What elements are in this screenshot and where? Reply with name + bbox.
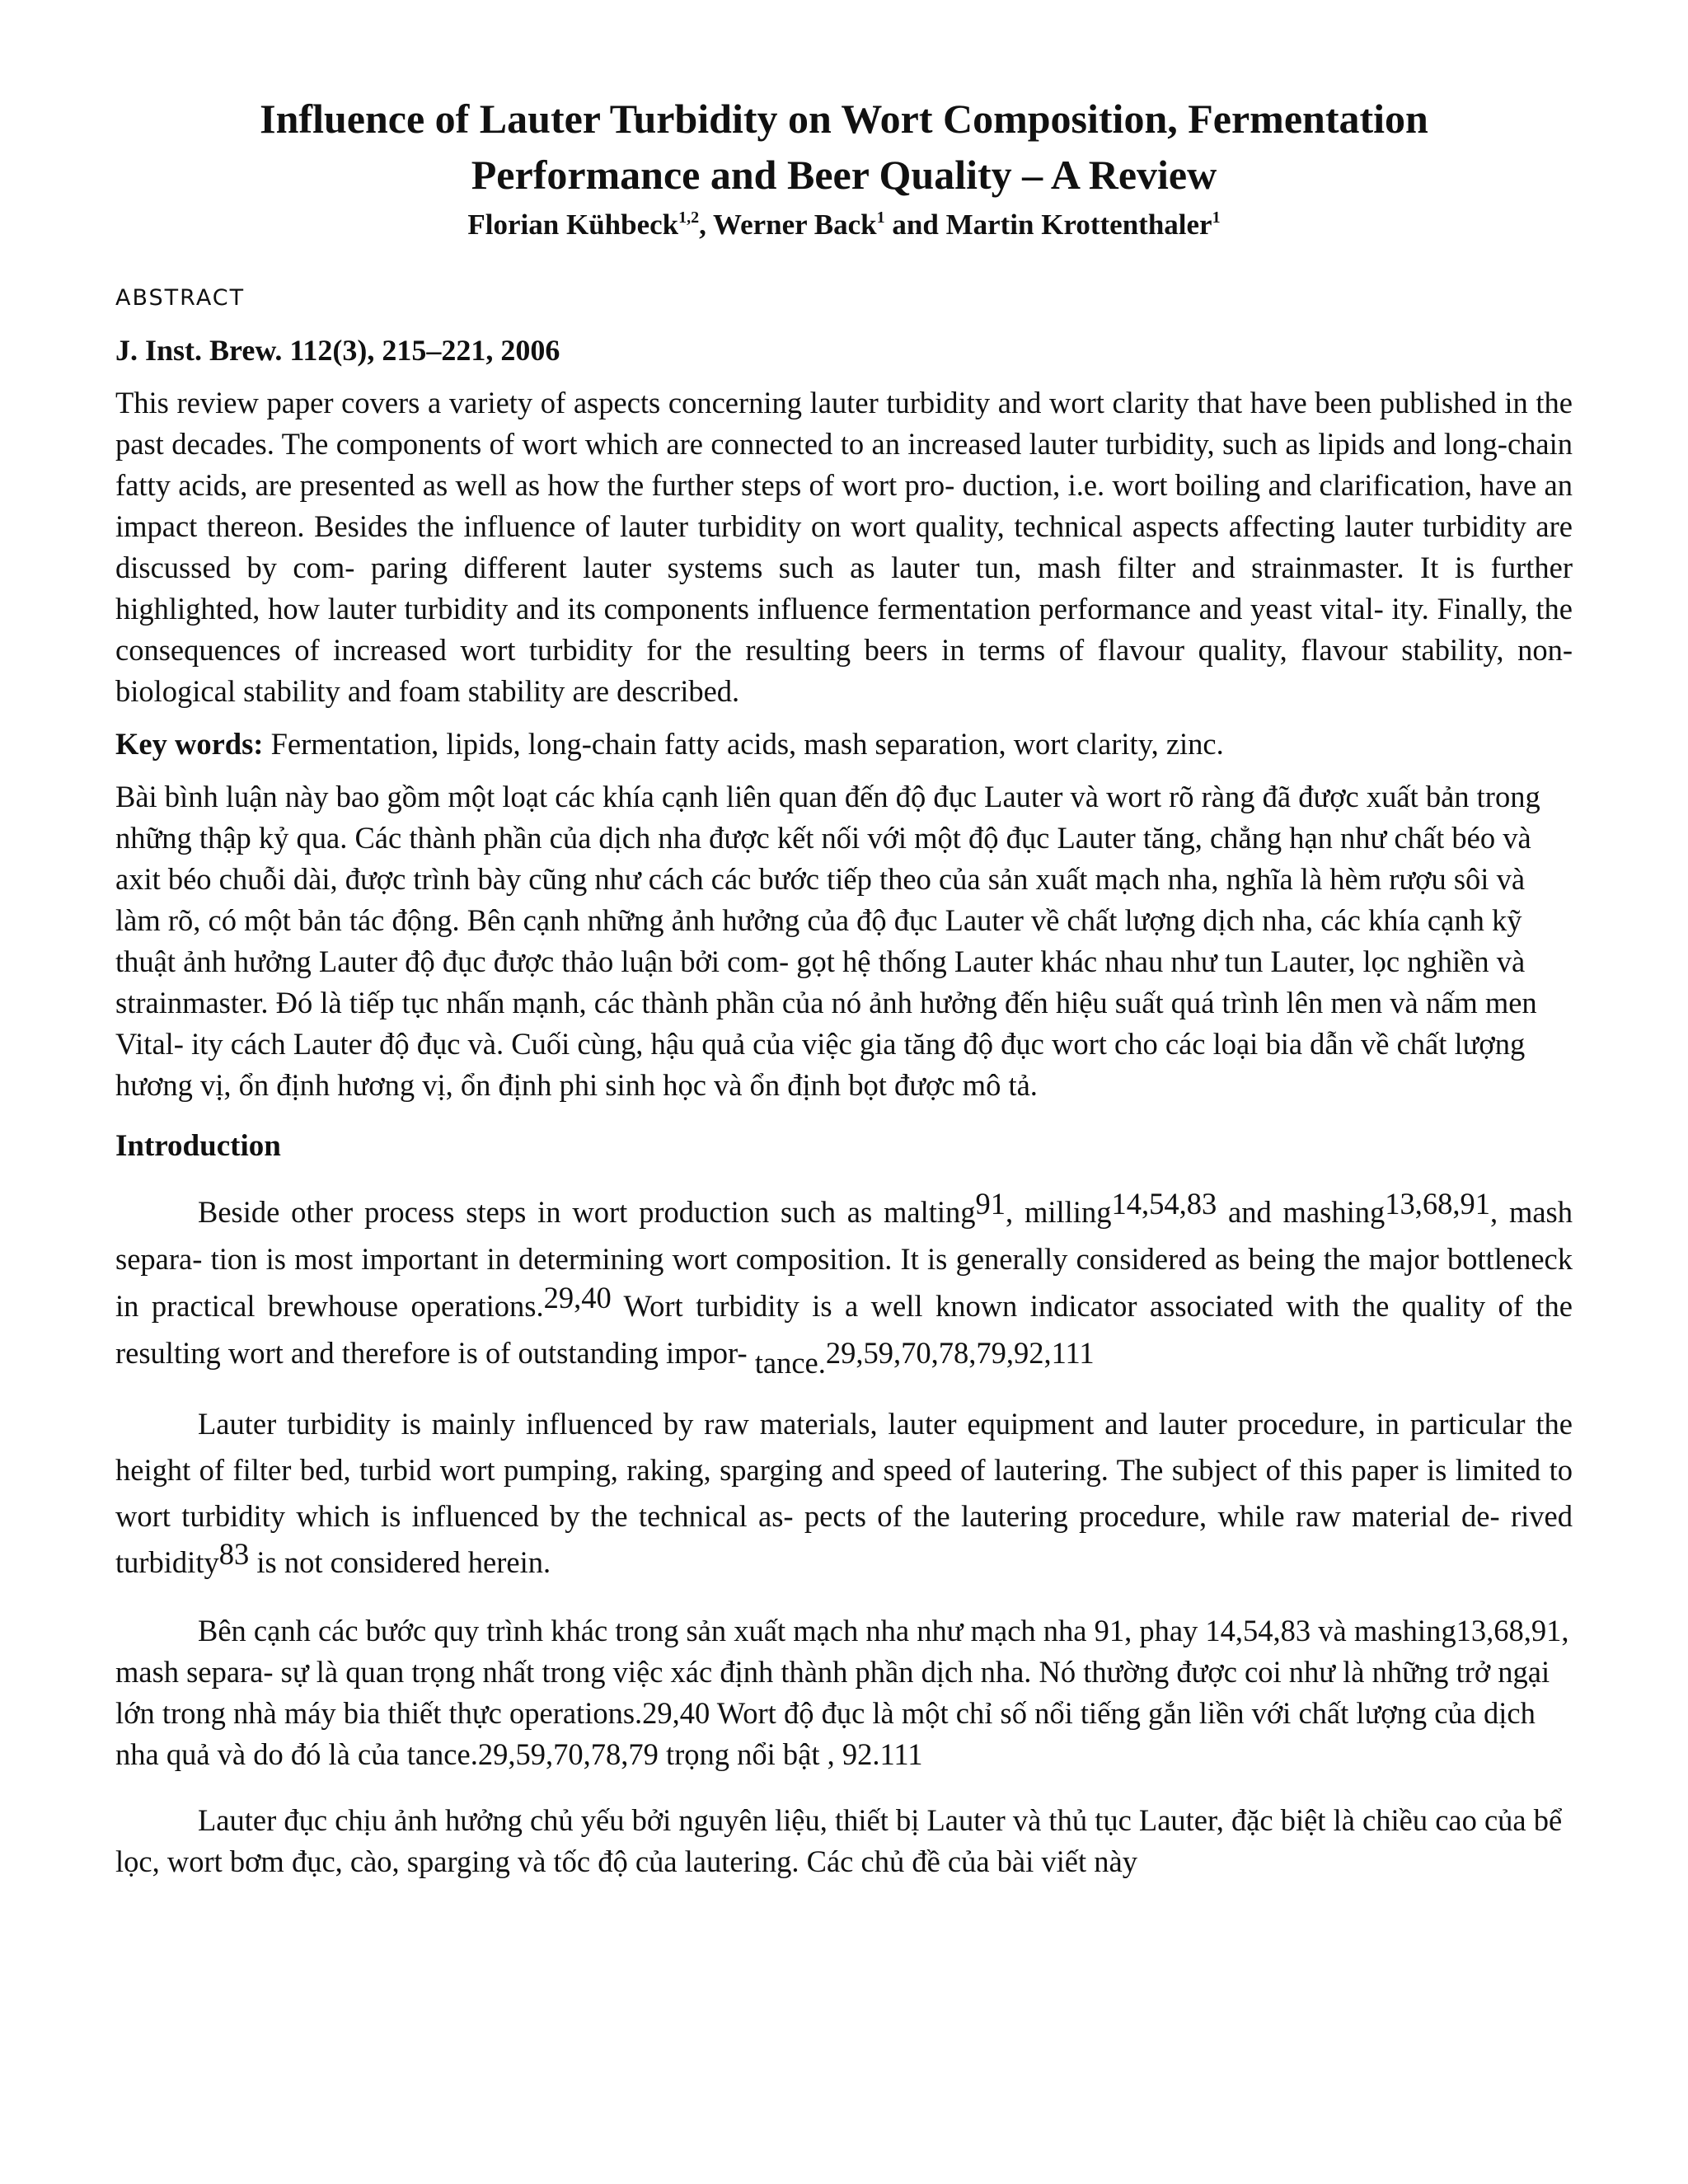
citation-ref: 29,59,70,78,79,92,111 (825, 1336, 1095, 1370)
citation-ref: 14,54,83 (1111, 1187, 1217, 1221)
author-separator: and (884, 209, 946, 241)
author-name: Martin Krottenthaler (945, 209, 1212, 241)
citation-ref: 91 (975, 1187, 1006, 1221)
abstract-vietnamese: Bài bình luận này bao gồm một loạt các khía cạnh liên quan đến độ đục Lauter và wort rõ ràng đã được xuất bản trong những thập kỷ qua. Các thành phần của dịch nha được kết nối với một độ đục Lauter tăng, chẳng hạn như chất béo và axit béo chuỗi dài, được trình bày cũng như cách các bước tiếp theo của sản xuất mạch nha, nghĩa là hèm rượu sôi và làm rõ, có một bản tác động. Bên cạnh những ảnh hưởng của độ đục Lauter về chất lượng dịch nha, các khía cạnh kỹ thuật ảnh hưởng Lauter độ đục được thảo luận bởi com- gọt hệ thống Lauter khác nhau như tun Lauter, lọc nghiền và strainmaster. Đó là tiếp tục nhấn mạnh, các thành phần của nó ảnh hưởng đến hiệu suất quá trình lên men và nấm men Vital- ity cách Lauter độ đục và. Cuối cùng, hậu quả của việc gia tăng độ đục wort cho các loại bia dẫn về chất lượng hương vị, ổn định hương vị, ổn định phi sinh học và ổn định bọt được mô tả. (115, 780, 1540, 1102)
text-run: , mash separa- tion is most important in determining wort composition. It is generally considered as being the major bottleneck in practical brewhouse operations. (115, 1195, 1573, 1323)
keywords-text: Fermentation, lipids, long-chain fatty acids, mash separation, wort clarity, zinc. (263, 727, 1224, 761)
abstract-label: ABSTRACT (115, 285, 246, 311)
section-heading-introduction: Introduction (115, 1129, 281, 1163)
abstract-english: This review paper covers a variety of aspects concerning lauter turbidity and wort clarity that have been published in the past decades. The components of wort which are connected to an increased lauter turbidity, such as lipids and long-chain fatty acids, are presented as well as how the further steps of wort pro- duction, i.e. wort boiling and clarification, have an impact thereon. Besides the influence of lauter turbidity on wort quality, technical aspects affecting lauter turbidity are discussed by com- paring different lauter systems such as lauter tun, mash filter and strainmaster. It is further highlighted, how lauter turbidity and its components influence fermentation performance and yeast vital- ity. Finally, the consequences of increased wort turbidity for the resulting beers in terms of flavour quality, flavour stability, non- biological stability and foam stability are described. (115, 386, 1573, 708)
author-affiliation: 1 (1212, 209, 1221, 227)
author-affiliation: 1,2 (678, 209, 700, 227)
text-run: Wort turbidity is a well known indicator associated with the quality of the resulting wort and therefore is of outstanding impor- (115, 1289, 1573, 1370)
text-run: , milling (1006, 1195, 1112, 1229)
intro-vietnamese-paragraph-1: Bên cạnh các bước quy trình khác trong sản xuất mạch nha như mạch nha 91, phay 14,54,83 và mashing13,68,91, mash separa- sự là quan trọng nhất trong việc xác định thành phần dịch nha. Nó thường được coi như là những trở ngại lớn trong nhà máy bia thiết thực operations.29,40 Wort độ đục là một chỉ số nổi tiếng gắn liền với chất lượng của dịch nha quả và do đó là của tance.29,59,70,78,79 trọng nổi bật , 92.111 (115, 1614, 1569, 1771)
author-name: Werner Back (713, 209, 877, 241)
text-run: Lauter turbidity is mainly influenced by raw materials, lauter equipment and lauter procedure, in particular the height of filter bed, turbid wort pumping, raking, sparging and speed of lautering. The subject of this paper is limited to wort turbidity which is influenced by the technical as- pects of the lautering procedure, while raw material de- rived turbidity (115, 1407, 1573, 1579)
keywords-label: Key words: (115, 727, 264, 761)
author-separator: , (699, 209, 713, 241)
intro-paragraph-1 (115, 1187, 1573, 1380)
author-affiliation: 1 (876, 209, 885, 227)
text-run: is not considered herein. (249, 1545, 551, 1579)
author-name: Florian Kühbeck (467, 209, 679, 241)
text-run: Beside other process steps in wort production such as malting (198, 1195, 976, 1229)
keywords (115, 724, 1573, 765)
intro-paragraph-2 (115, 1401, 1573, 1586)
title-line-1: Influence of Lauter Turbidity on Wort Composition, Fermentation (260, 96, 1428, 142)
citation-ref: 13,68,91 (1385, 1187, 1490, 1221)
text-run: tance. (754, 1346, 826, 1380)
paper-title (115, 91, 1573, 203)
journal-reference: J. Inst. Brew. 112(3), 215–221, 2006 (115, 334, 560, 367)
intro-vietnamese-paragraph-2: Lauter đục chịu ảnh hưởng chủ yếu bởi nguyên liệu, thiết bị Lauter và thủ tục Lauter, đặc biệt là chiều cao của bể lọc, wort bơm đục, cào, sparging và tốc độ của lautering. Các chủ đề của bài viết này (115, 1803, 1563, 1878)
citation-ref: 83 (218, 1537, 250, 1571)
author-list (115, 206, 1573, 244)
citation-ref: 29,40 (543, 1281, 612, 1315)
paper-page (115, 91, 1573, 1882)
title-line-2: Performance and Beer Quality – A Review (471, 152, 1217, 198)
text-run: and mashing (1217, 1195, 1386, 1229)
